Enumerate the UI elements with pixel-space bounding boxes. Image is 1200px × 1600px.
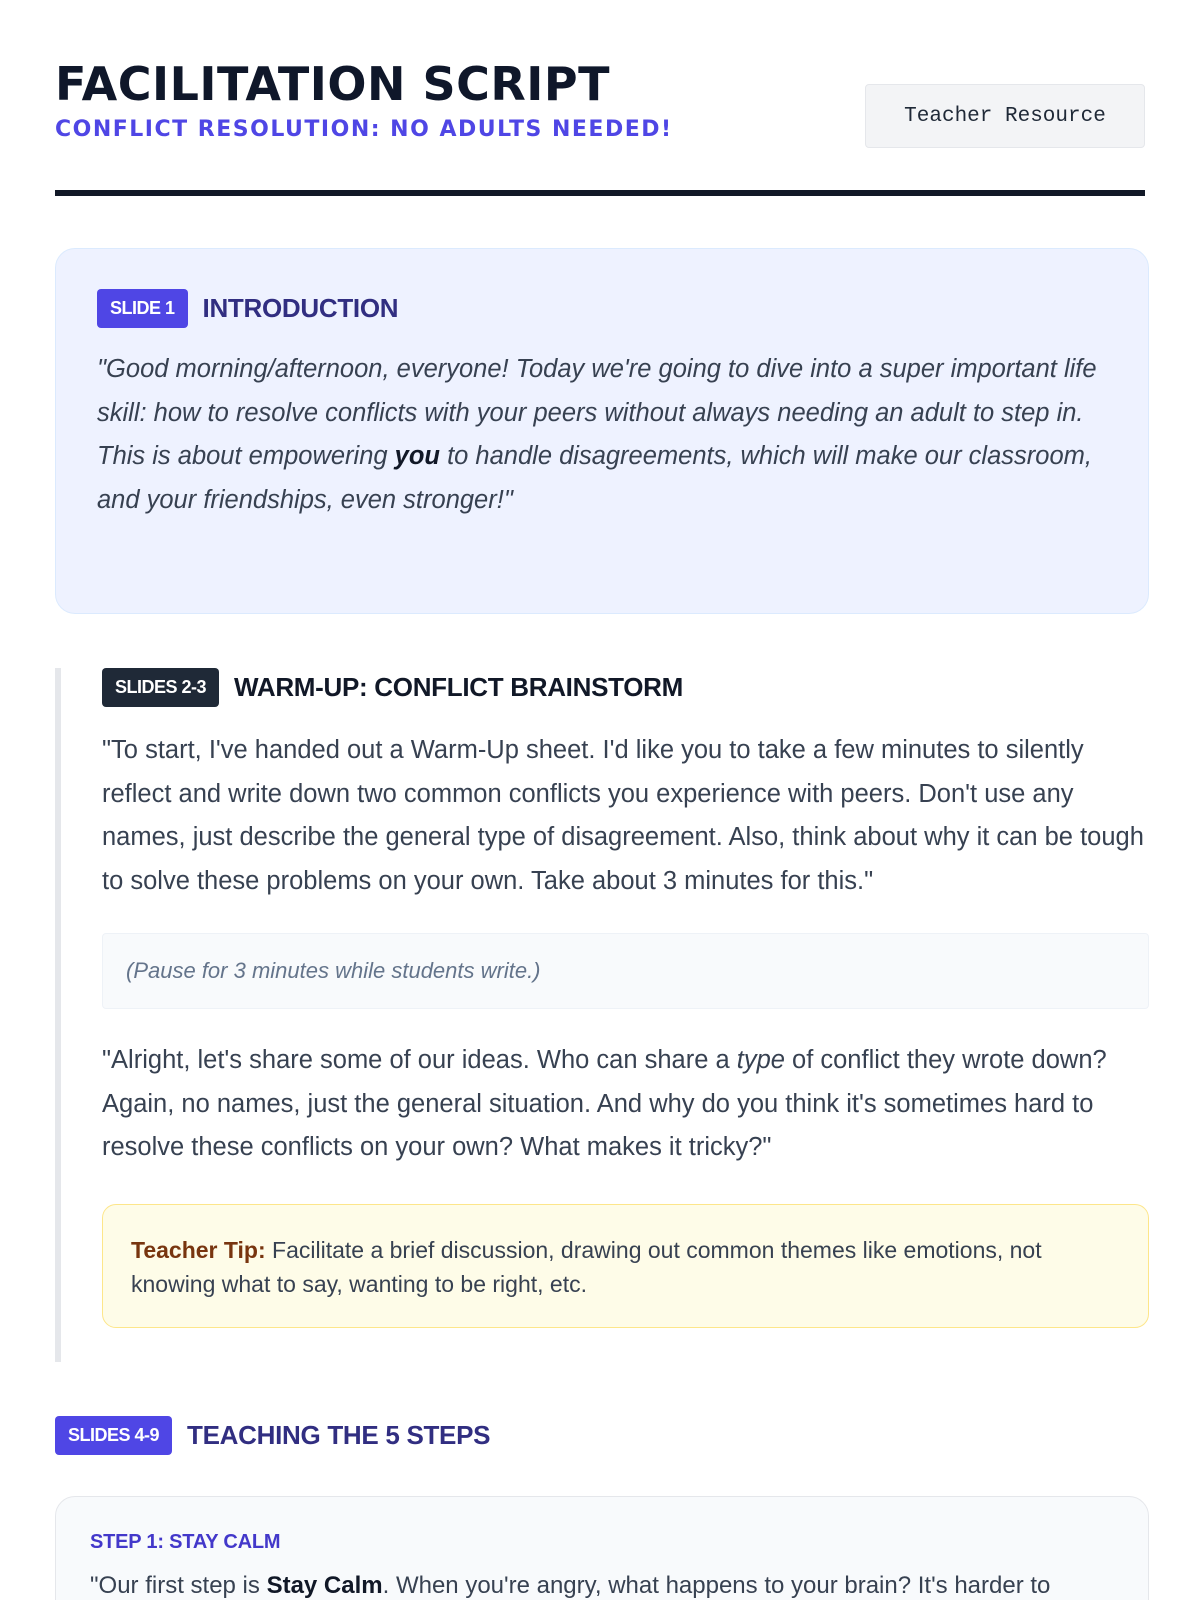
warm-up-section	[55, 668, 1149, 1362]
introduction-heading	[97, 289, 1108, 328]
teacher-tip-text: Facilitate a brief discussion, drawing out common themes like emotions, not knowing what to say, wanting to be right, etc.	[131, 1236, 1042, 1297]
slide-1-badge: SLIDE 1	[97, 289, 188, 328]
intro-quote-part-2: to handle disagreements, which will make our classroom, and your friendships, even stronger!"	[97, 442, 1092, 514]
step-1-text-part-1: "Our first step is	[90, 1572, 267, 1599]
teaching-steps-title: TEACHING THE 5 STEPS	[187, 1420, 491, 1450]
teacher-resource-tag: Teacher Resource	[865, 84, 1145, 148]
intro-quote-emphasis: you	[394, 442, 440, 470]
step-1-card	[55, 1496, 1149, 1600]
slides-4-9-badge: SLIDES 4-9	[55, 1416, 172, 1455]
slides-2-3-badge: SLIDES 2-3	[102, 668, 219, 707]
warm-up-paragraph-2	[102, 1039, 1149, 1170]
warm-up-paragraph-1: "To start, I've handed out a Warm-Up sheet. I'd like you to take a few minutes to silently reflect and write down two common conflicts you experience with peers. Don't use any names, just describe the general type of disagreement. Also, think about why it can be tough to solve these problems on your own. Take about 3 minutes for this."	[102, 736, 1144, 895]
teaching-steps-heading	[55, 1416, 490, 1455]
page-header	[55, 0, 1145, 196]
introduction-quote	[97, 348, 1108, 522]
introduction-title: INTRODUCTION	[202, 293, 399, 323]
teacher-tip-box	[102, 1204, 1149, 1328]
step-1-text	[90, 1568, 1114, 1600]
step-1-title: STEP 1: STAY CALM	[90, 1531, 281, 1553]
warm-up-paragraph-2-part-1: "Alright, let's share some of our ideas. Who can share a	[102, 1046, 737, 1074]
warm-up-heading	[102, 668, 1149, 707]
step-1-text-emphasis: Stay Calm	[266, 1572, 383, 1599]
warm-up-paragraph-2-emphasis: type	[736, 1046, 785, 1074]
warm-up-title: WARM-UP: CONFLICT BRAINSTORM	[234, 672, 683, 702]
pause-note: (Pause for 3 minutes while students write.)	[102, 933, 1149, 1009]
teacher-tip-label: Teacher Tip:	[131, 1236, 266, 1263]
step-1-text-part-2: . When you're angry, what happens to your brain? It's harder to	[382, 1572, 1051, 1599]
introduction-card	[55, 248, 1149, 614]
page-subtitle: CONFLICT RESOLUTION: NO ADULTS NEEDED!	[55, 117, 673, 142]
page-title: FACILITATION SCRIPT	[55, 57, 611, 111]
intro-quote-part-1: "Good morning/afternoon, everyone! Today we're going to dive into a super important life skill: how to resolve conflicts with your peers without always needing an adult to step in. This is about empowering	[97, 355, 1097, 470]
warm-up-paragraph-2-part-2: of conflict they wrote down? Again, no names, just the general situation. And why do you think it's sometimes hard to resolve these conflicts on your own? What makes it tricky?"	[102, 1046, 1107, 1161]
